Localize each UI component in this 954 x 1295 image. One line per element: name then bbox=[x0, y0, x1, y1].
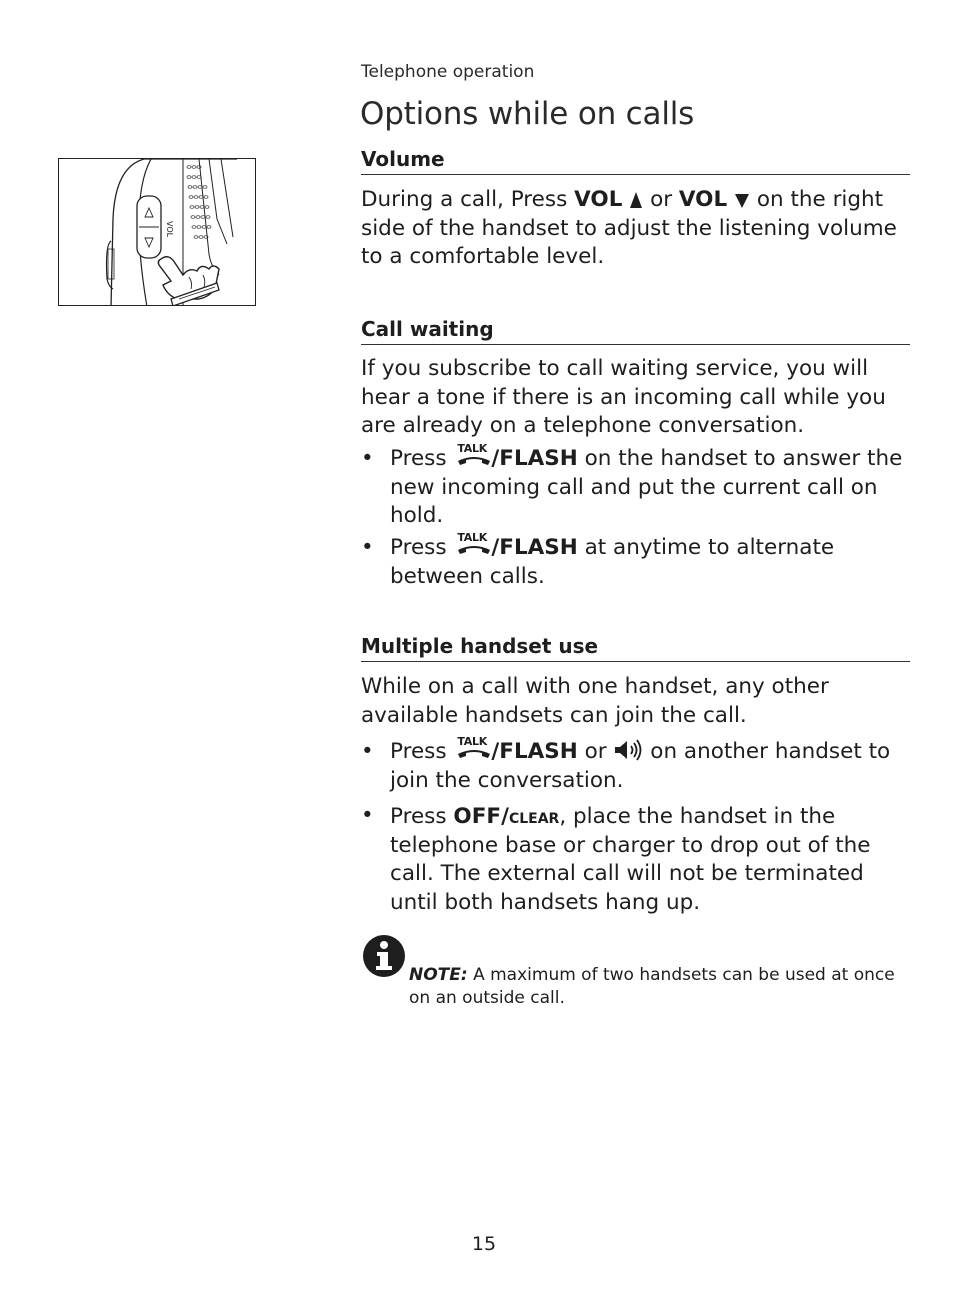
handset-volume-illustration bbox=[58, 158, 256, 306]
press-text: Press bbox=[390, 739, 454, 764]
press-text: Press bbox=[390, 535, 454, 560]
note-text: A maximum of two handsets can be used at once on an outside call. bbox=[409, 965, 895, 1008]
vol-down-triangle-icon bbox=[734, 191, 750, 209]
note-label: NOTE: bbox=[409, 965, 468, 985]
bullet-dot: • bbox=[361, 739, 374, 764]
running-head: Telephone operation bbox=[361, 62, 535, 82]
bullet-rest-text: , place the handset in the telephone base or charger to drop out of the call. The external call will not be terminated until both handsets hang up. bbox=[390, 804, 871, 915]
clear-key-label: clear bbox=[508, 804, 560, 828]
multiple-handset-bullet-2 bbox=[361, 802, 913, 917]
bullet-rest-text: on another handset to join the conversation. bbox=[390, 739, 891, 793]
page-number: 15 bbox=[471, 1233, 497, 1255]
section-heading-volume: Volume bbox=[361, 147, 910, 175]
section-heading-call-waiting: Call waiting bbox=[361, 317, 910, 345]
bullet-rest-text: at anytime to alternate between calls. bbox=[390, 535, 835, 589]
flash-key-label: /FLASH bbox=[491, 739, 578, 764]
flash-key-label: /FLASH bbox=[491, 535, 578, 560]
vol-key-label-1: VOL bbox=[574, 187, 623, 212]
handset-finger-illustration bbox=[59, 159, 256, 306]
or-text: or bbox=[577, 739, 614, 764]
svg-text:VOL: VOL bbox=[165, 221, 174, 238]
multiple-handset-intro: While on a call with one handset, any other available handsets can join the call. bbox=[361, 674, 829, 728]
info-icon bbox=[362, 934, 406, 978]
page-title: Options while on calls bbox=[360, 96, 695, 132]
volume-paragraph bbox=[361, 186, 913, 272]
bullet-dot: • bbox=[361, 446, 374, 471]
speaker-icon bbox=[613, 739, 643, 761]
press-text: Press bbox=[390, 446, 454, 471]
off-key-label: OFF/ bbox=[453, 804, 509, 829]
section-heading-multiple-handset: Multiple handset use bbox=[361, 634, 910, 662]
talk-handset-icon: TALK bbox=[457, 739, 491, 759]
call-waiting-intro: If you subscribe to call waiting service, you will hear a tone if there is an incoming call while you are already on a telephone conversation. bbox=[361, 356, 886, 438]
volume-text-or: or bbox=[643, 187, 679, 212]
talk-handset-icon: TALK bbox=[457, 446, 491, 466]
bullet-dot: • bbox=[361, 803, 374, 828]
bullet-dot: • bbox=[361, 535, 374, 560]
talk-handset-icon: TALK bbox=[457, 535, 491, 555]
call-waiting-bullet-2 bbox=[361, 531, 913, 591]
call-waiting-bullet-1 bbox=[361, 442, 913, 531]
volume-text-during: During a call, Press bbox=[361, 187, 575, 212]
vol-up-triangle-icon bbox=[629, 191, 643, 209]
note-paragraph bbox=[409, 964, 909, 1010]
volume-text-on-right: on the right bbox=[750, 187, 884, 212]
flash-key-label: /FLASH bbox=[491, 446, 578, 471]
vol-key-label-2: VOL bbox=[678, 187, 728, 212]
multiple-handset-bullet-1 bbox=[361, 735, 913, 795]
press-text: Press bbox=[390, 804, 454, 829]
bullet-rest-text: on the handset to answer the new incoming call and put the current call on hold. bbox=[390, 446, 903, 528]
volume-text-rest: side of the handset to adjust the listening volume to a comfortable level. bbox=[361, 215, 897, 269]
